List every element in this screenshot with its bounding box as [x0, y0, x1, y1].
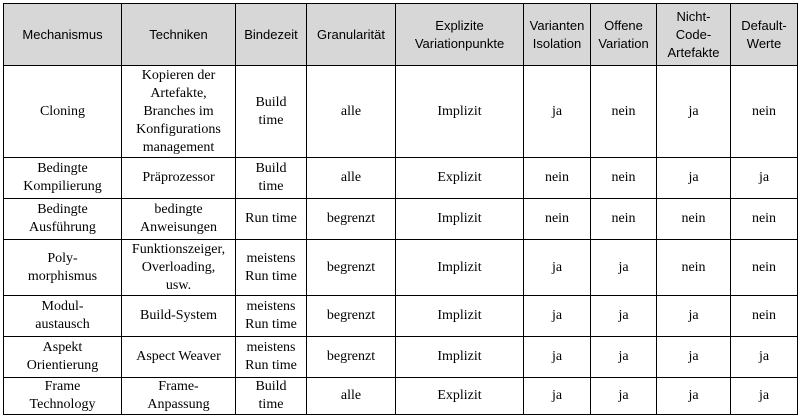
- cell-text: Build-System: [139, 308, 217, 323]
- cell-text: Poly- morphismus: [27, 250, 98, 284]
- header-bindezeit: [236, 4, 307, 66]
- table-cell: [307, 337, 396, 378]
- table-cell: [122, 199, 236, 240]
- cell-text: ja: [618, 308, 629, 323]
- table-cell: [524, 378, 591, 415]
- mechanism-cell: [4, 296, 122, 337]
- cell-text: nein: [681, 259, 706, 275]
- cell-text: nein: [544, 170, 570, 185]
- cell-text: Cloning: [39, 103, 86, 119]
- header-label: Varianten Isolation: [529, 17, 585, 51]
- header-label: Default- Werte: [741, 17, 787, 51]
- table-cell: [307, 199, 396, 240]
- table-cell: [396, 158, 524, 199]
- table-body: [4, 66, 798, 415]
- header-label: Bindezeit: [244, 26, 298, 42]
- table-cell: [524, 296, 591, 337]
- header-label: Nicht- Code- Artefakte: [667, 8, 720, 60]
- table-cell: [236, 378, 307, 415]
- table-cell: [122, 66, 236, 158]
- cell-text: ja: [618, 349, 629, 364]
- table-row: [4, 158, 798, 199]
- mechanism-cell: [4, 158, 122, 199]
- table-cell: [524, 240, 591, 296]
- cell-text: ja: [618, 259, 629, 275]
- table-cell: [524, 158, 591, 199]
- cell-text: Build time: [255, 94, 287, 128]
- cell-text: Implizit: [437, 211, 482, 226]
- cell-text: Build time: [255, 379, 287, 412]
- header-default-werte: [731, 4, 798, 66]
- table-cell: [236, 199, 307, 240]
- cell-text: ja: [688, 103, 699, 119]
- mechanism-cell: [4, 66, 122, 158]
- cell-text: nein: [611, 103, 636, 119]
- header-label: Granularität: [317, 26, 385, 42]
- table-cell: [591, 66, 657, 158]
- table-header: [4, 4, 798, 66]
- table-cell: [524, 199, 591, 240]
- cell-text: ja: [688, 349, 699, 364]
- table-cell: [122, 337, 236, 378]
- cell-text: Explizit: [437, 388, 482, 403]
- table-cell: [236, 337, 307, 378]
- table-cell: [307, 240, 396, 296]
- cell-text: ja: [551, 349, 563, 364]
- cell-text: ja: [758, 388, 770, 403]
- table-row: [4, 296, 798, 337]
- table-cell: [731, 240, 798, 296]
- cell-text: ja: [758, 170, 770, 185]
- cell-text: begrenzt: [326, 349, 376, 364]
- table-cell: [524, 66, 591, 158]
- table-cell: [731, 199, 798, 240]
- table-cell: [236, 296, 307, 337]
- header-nicht-code-artefakte: [657, 4, 731, 66]
- table-cell: [657, 240, 731, 296]
- cell-text: Implizit: [437, 349, 482, 364]
- cell-text: Build time: [255, 161, 287, 194]
- table-cell: [307, 296, 396, 337]
- cell-text: ja: [618, 388, 629, 403]
- cell-text: meistens Run time: [245, 340, 297, 373]
- cell-text: Präprozessor: [142, 170, 215, 185]
- header-granularitaet: [307, 4, 396, 66]
- table-cell: [236, 240, 307, 296]
- cell-text: Aspect Weaver: [136, 349, 221, 364]
- table-row: [4, 337, 798, 378]
- header-offene-variation: [591, 4, 657, 66]
- cell-text: ja: [688, 170, 699, 185]
- cell-text: ja: [688, 308, 699, 323]
- cell-text: ja: [758, 349, 770, 364]
- header-label: Explizite Variationpunkte: [414, 17, 505, 51]
- table-cell: [657, 199, 731, 240]
- table-cell: [122, 378, 236, 415]
- cell-text: Bedingte Ausführung: [29, 202, 96, 235]
- header-mechanismus: [4, 4, 122, 66]
- table-cell: [396, 240, 524, 296]
- table-cell: [396, 337, 524, 378]
- mechanism-cell: [4, 199, 122, 240]
- cell-text: ja: [551, 103, 563, 119]
- table-cell: [396, 378, 524, 415]
- table-row: [4, 66, 798, 158]
- cell-text: ja: [551, 388, 563, 403]
- cell-text: begrenzt: [326, 308, 376, 323]
- mechanism-cell: [4, 240, 122, 296]
- table-cell: [122, 240, 236, 296]
- mechanism-cell: [4, 337, 122, 378]
- cell-text: meistens Run time: [245, 299, 297, 332]
- cell-text: Explizit: [437, 170, 482, 185]
- header-label: Mechanismus: [22, 26, 103, 42]
- table-cell: [657, 378, 731, 415]
- table-cell: [657, 66, 731, 158]
- cell-text: Run time: [245, 211, 297, 226]
- cell-text: Implizit: [437, 308, 482, 323]
- table-cell: [657, 158, 731, 199]
- cell-text: nein: [681, 211, 706, 226]
- table-cell: [396, 66, 524, 158]
- cell-text: nein: [751, 103, 777, 119]
- cell-text: alle: [340, 103, 362, 119]
- cell-text: nein: [751, 308, 777, 323]
- cell-text: Funktionszeiger, Overloading, usw.: [131, 241, 226, 293]
- cell-text: Implizit: [437, 259, 482, 275]
- cell-text: Implizit: [437, 103, 482, 119]
- table-row: [4, 378, 798, 415]
- table-cell: [731, 158, 798, 199]
- header-techniken: [122, 4, 236, 66]
- table-cell: [657, 296, 731, 337]
- table-cell: [731, 296, 798, 337]
- cell-text: begrenzt: [326, 259, 376, 275]
- mechanism-cell: [4, 378, 122, 415]
- cell-text: ja: [551, 308, 563, 323]
- header-explizite-variationspunkte: [396, 4, 524, 66]
- table-cell: [731, 378, 798, 415]
- cell-text: Kopieren der Artefakte, Branches im Konfigurations management: [136, 67, 221, 155]
- cell-text: nein: [751, 211, 777, 226]
- table-cell: [236, 158, 307, 199]
- cell-text: Frame- Anpassung: [147, 379, 210, 412]
- header-varianten-isolation: [524, 4, 591, 66]
- cell-text: begrenzt: [326, 211, 376, 226]
- cell-text: Aspekt Orientierung: [26, 340, 99, 373]
- table-cell: [122, 158, 236, 199]
- table-cell: [731, 337, 798, 378]
- cell-text: bedingte Anweisungen: [140, 202, 217, 235]
- cell-text: nein: [544, 211, 570, 226]
- cell-text: Frame Technology: [29, 379, 96, 412]
- cell-text: meistens Run time: [245, 250, 297, 284]
- header-label: Techniken: [149, 26, 208, 42]
- table-cell: [236, 66, 307, 158]
- cell-text: nein: [611, 211, 636, 226]
- table-cell: [657, 337, 731, 378]
- header-label: Offene Variation: [598, 17, 649, 51]
- table-cell: [396, 296, 524, 337]
- cell-text: Modul- austausch: [35, 299, 90, 332]
- table-cell: [591, 240, 657, 296]
- table-row: [4, 240, 798, 296]
- table-cell: [396, 199, 524, 240]
- cell-text: ja: [551, 259, 563, 275]
- table-cell: [307, 158, 396, 199]
- table-cell: [591, 296, 657, 337]
- table-cell: [591, 337, 657, 378]
- table-cell: [307, 66, 396, 158]
- cell-text: nein: [751, 259, 777, 275]
- table-cell: [591, 158, 657, 199]
- cell-text: Bedingte Kompilierung: [23, 161, 102, 194]
- cell-text: ja: [688, 388, 699, 403]
- cell-text: alle: [340, 170, 362, 185]
- header-row: [4, 4, 798, 66]
- table-cell: [122, 296, 236, 337]
- comparison-table: [3, 3, 798, 415]
- table-cell: [591, 378, 657, 415]
- cell-text: nein: [611, 170, 636, 185]
- table-cell: [307, 378, 396, 415]
- table-cell: [591, 199, 657, 240]
- cell-text: alle: [340, 388, 362, 403]
- table-row: [4, 199, 798, 240]
- table-cell: [731, 66, 798, 158]
- table-cell: [524, 337, 591, 378]
